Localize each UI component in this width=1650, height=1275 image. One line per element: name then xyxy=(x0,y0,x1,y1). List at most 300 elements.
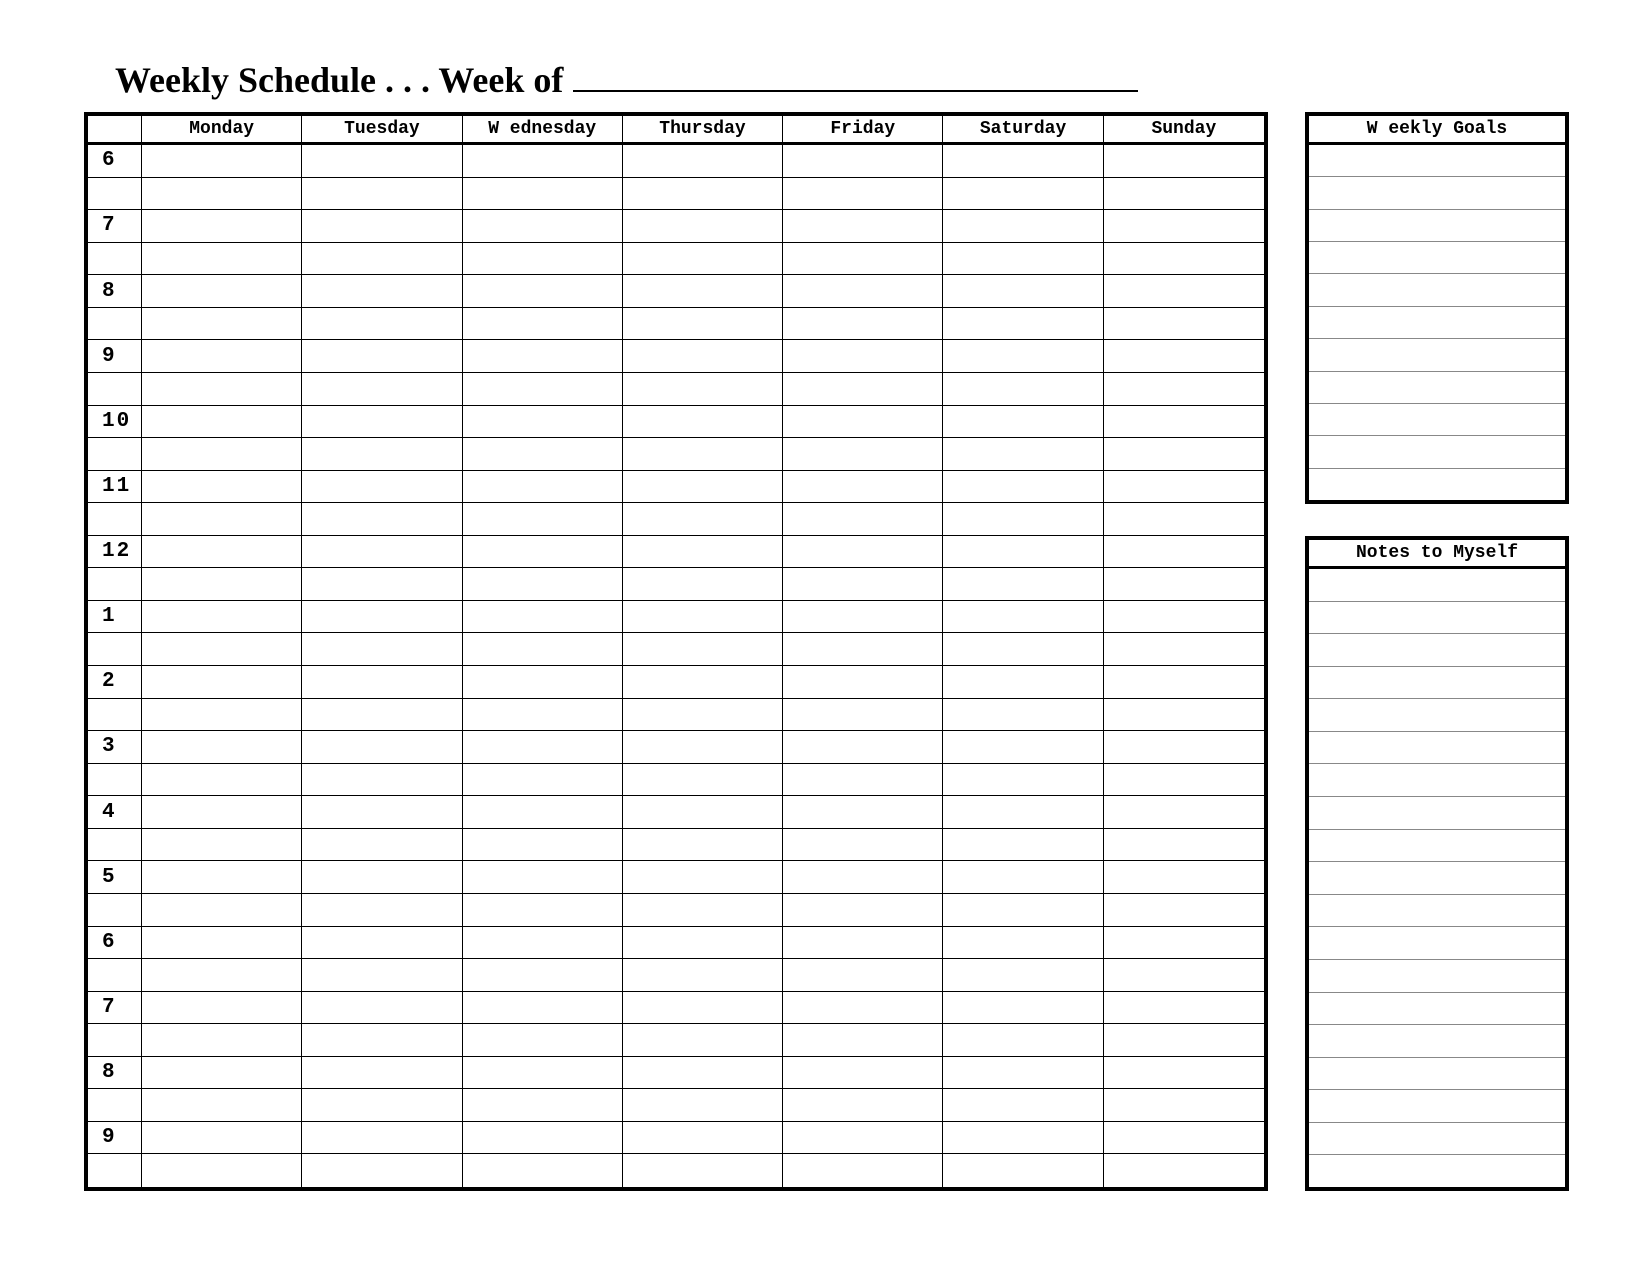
schedule-slot[interactable] xyxy=(783,308,943,341)
schedule-slot[interactable] xyxy=(463,536,623,569)
schedule-slot[interactable] xyxy=(623,927,783,960)
week-of-blank xyxy=(573,56,1138,92)
schedule-slot[interactable] xyxy=(623,894,783,927)
schedule-slot[interactable] xyxy=(1104,861,1264,894)
hour-label: 10 xyxy=(88,406,142,439)
schedule-slot[interactable] xyxy=(463,959,623,992)
schedule-slot[interactable] xyxy=(943,764,1103,797)
goal-line[interactable] xyxy=(1309,274,1565,306)
schedule-slot[interactable] xyxy=(302,340,462,373)
schedule-slot[interactable] xyxy=(943,1154,1103,1187)
schedule-slot[interactable] xyxy=(463,178,623,211)
schedule-slot[interactable] xyxy=(783,992,943,1025)
schedule-slot[interactable] xyxy=(1104,406,1264,439)
schedule-slot[interactable] xyxy=(943,503,1103,536)
schedule-slot[interactable] xyxy=(1104,243,1264,276)
schedule-slot[interactable] xyxy=(463,1024,623,1057)
schedule-slot[interactable] xyxy=(1104,275,1264,308)
schedule-slot[interactable] xyxy=(142,731,302,764)
schedule-slot[interactable] xyxy=(943,1089,1103,1122)
weekly-goals-title: W eekly Goals xyxy=(1309,116,1565,145)
schedule-slot[interactable] xyxy=(302,927,462,960)
schedule-slot[interactable] xyxy=(1104,796,1264,829)
hour-label: 7 xyxy=(88,210,142,243)
schedule-slot[interactable] xyxy=(783,1122,943,1155)
schedule-slot[interactable] xyxy=(463,601,623,634)
schedule-slot[interactable] xyxy=(623,308,783,341)
half-hour-cell xyxy=(88,438,142,471)
schedule-slot[interactable] xyxy=(463,1057,623,1090)
weekly-goals-lines xyxy=(1309,145,1565,500)
note-line[interactable] xyxy=(1309,1058,1565,1091)
day-header: Monday xyxy=(142,116,302,145)
schedule-slot[interactable] xyxy=(302,438,462,471)
schedule-slot[interactable] xyxy=(783,666,943,699)
schedule-slot[interactable] xyxy=(302,1122,462,1155)
schedule-slot[interactable] xyxy=(1104,1122,1264,1155)
schedule-slot[interactable] xyxy=(623,568,783,601)
hour-label: 6 xyxy=(88,927,142,960)
schedule-slot[interactable] xyxy=(623,959,783,992)
schedule-slot[interactable] xyxy=(302,796,462,829)
schedule-slot[interactable] xyxy=(623,340,783,373)
schedule-slot[interactable] xyxy=(463,471,623,504)
schedule-slot[interactable] xyxy=(783,959,943,992)
hour-label: 9 xyxy=(88,340,142,373)
note-line[interactable] xyxy=(1309,830,1565,863)
half-hour-cell xyxy=(88,829,142,862)
schedule-slot[interactable] xyxy=(783,275,943,308)
schedule-slot[interactable] xyxy=(1104,373,1264,406)
note-line[interactable] xyxy=(1309,732,1565,765)
schedule-slot[interactable] xyxy=(783,373,943,406)
schedule-slot[interactable] xyxy=(142,308,302,341)
schedule-slot[interactable] xyxy=(302,536,462,569)
schedule-slot[interactable] xyxy=(463,992,623,1025)
schedule-slot[interactable] xyxy=(463,894,623,927)
schedule-slot[interactable] xyxy=(623,699,783,732)
note-line[interactable] xyxy=(1309,927,1565,960)
note-line[interactable] xyxy=(1309,862,1565,895)
schedule-slot[interactable] xyxy=(142,536,302,569)
note-line[interactable] xyxy=(1309,797,1565,830)
schedule-slot[interactable] xyxy=(623,764,783,797)
schedule-slot[interactable] xyxy=(623,210,783,243)
schedule-slot[interactable] xyxy=(1104,992,1264,1025)
half-hour-cell xyxy=(88,1024,142,1057)
hour-label: 11 xyxy=(88,471,142,504)
goal-line[interactable] xyxy=(1309,469,1565,500)
schedule-slot[interactable] xyxy=(302,568,462,601)
schedule-slot[interactable] xyxy=(943,438,1103,471)
goal-line[interactable] xyxy=(1309,339,1565,371)
half-hour-cell xyxy=(88,373,142,406)
schedule-slot[interactable] xyxy=(943,894,1103,927)
schedule-slot[interactable] xyxy=(783,699,943,732)
schedule-slot[interactable] xyxy=(623,438,783,471)
half-hour-cell xyxy=(88,178,142,211)
hour-label: 2 xyxy=(88,666,142,699)
half-hour-cell xyxy=(88,894,142,927)
schedule-slot[interactable] xyxy=(463,406,623,439)
schedule-slot[interactable] xyxy=(783,210,943,243)
schedule-slot[interactable] xyxy=(302,471,462,504)
schedule-slot[interactable] xyxy=(463,308,623,341)
schedule-slot[interactable] xyxy=(783,1024,943,1057)
schedule-slot[interactable] xyxy=(623,1024,783,1057)
schedule-slot[interactable] xyxy=(463,764,623,797)
schedule-slot[interactable] xyxy=(1104,471,1264,504)
schedule-slot[interactable] xyxy=(463,340,623,373)
schedule-slot[interactable] xyxy=(142,243,302,276)
schedule-slot[interactable] xyxy=(302,503,462,536)
schedule-slot[interactable] xyxy=(1104,731,1264,764)
hour-label: 8 xyxy=(88,1057,142,1090)
schedule-slot[interactable] xyxy=(1104,1024,1264,1057)
note-line[interactable] xyxy=(1309,634,1565,667)
day-header: Tuesday xyxy=(302,116,462,145)
schedule-slot[interactable] xyxy=(943,178,1103,211)
schedule-slot[interactable] xyxy=(943,568,1103,601)
schedule-slot[interactable] xyxy=(943,406,1103,439)
schedule-slot[interactable] xyxy=(142,1122,302,1155)
schedule-slot[interactable] xyxy=(623,601,783,634)
schedule-slot[interactable] xyxy=(142,992,302,1025)
schedule-slot[interactable] xyxy=(783,243,943,276)
schedule-slot[interactable] xyxy=(302,406,462,439)
schedule-slot[interactable] xyxy=(623,145,783,178)
note-line[interactable] xyxy=(1309,1155,1565,1187)
schedule-slot[interactable] xyxy=(943,275,1103,308)
schedule-slot[interactable] xyxy=(623,992,783,1025)
schedule-slot[interactable] xyxy=(302,1154,462,1187)
schedule-slot[interactable] xyxy=(1104,894,1264,927)
day-header: Saturday xyxy=(943,116,1103,145)
schedule-slot[interactable] xyxy=(1104,1154,1264,1187)
hour-label: 8 xyxy=(88,275,142,308)
schedule-slot[interactable] xyxy=(783,145,943,178)
schedule-slot[interactable] xyxy=(1104,568,1264,601)
schedule-slot[interactable] xyxy=(142,796,302,829)
schedule-slot[interactable] xyxy=(463,243,623,276)
schedule-slot[interactable] xyxy=(783,927,943,960)
hour-label: 1 xyxy=(88,601,142,634)
schedule-slot[interactable] xyxy=(463,210,623,243)
schedule-slot[interactable] xyxy=(142,178,302,211)
schedule-slot[interactable] xyxy=(783,438,943,471)
schedule-slot[interactable] xyxy=(943,243,1103,276)
schedule-slot[interactable] xyxy=(302,373,462,406)
hour-label: 4 xyxy=(88,796,142,829)
schedule-slot[interactable] xyxy=(623,861,783,894)
schedule-slot[interactable] xyxy=(463,927,623,960)
schedule-slot[interactable] xyxy=(302,210,462,243)
schedule-slot[interactable] xyxy=(1104,178,1264,211)
schedule-slot[interactable] xyxy=(142,829,302,862)
schedule-slot[interactable] xyxy=(302,633,462,666)
schedule-slot[interactable] xyxy=(142,438,302,471)
schedule-slot[interactable] xyxy=(142,959,302,992)
schedule-slot[interactable] xyxy=(623,829,783,862)
schedule-slot[interactable] xyxy=(302,1089,462,1122)
schedule-slot[interactable] xyxy=(623,1089,783,1122)
goal-line[interactable] xyxy=(1309,242,1565,274)
schedule-slot[interactable] xyxy=(943,536,1103,569)
schedule-slot[interactable] xyxy=(943,927,1103,960)
schedule-slot[interactable] xyxy=(302,601,462,634)
schedule-slot[interactable] xyxy=(1104,601,1264,634)
hour-label: 9 xyxy=(88,1122,142,1155)
schedule-slot[interactable] xyxy=(302,145,462,178)
schedule-slot[interactable] xyxy=(142,1089,302,1122)
schedule-slot[interactable] xyxy=(142,275,302,308)
schedule-slot[interactable] xyxy=(1104,829,1264,862)
schedule-slot[interactable] xyxy=(142,633,302,666)
schedule-slot[interactable] xyxy=(142,406,302,439)
schedule-slot[interactable] xyxy=(1104,1057,1264,1090)
page-title-text: Weekly Schedule . . . Week of xyxy=(115,60,564,100)
schedule-slot[interactable] xyxy=(302,764,462,797)
schedule-slot[interactable] xyxy=(142,1024,302,1057)
hour-label: 7 xyxy=(88,992,142,1025)
schedule-slot[interactable] xyxy=(943,1122,1103,1155)
schedule-slot[interactable] xyxy=(943,666,1103,699)
schedule-slot[interactable] xyxy=(783,601,943,634)
schedule-slot[interactable] xyxy=(943,340,1103,373)
schedule-slot[interactable] xyxy=(142,145,302,178)
schedule-slot[interactable] xyxy=(463,373,623,406)
hour-label: 6 xyxy=(88,145,142,178)
schedule-slot[interactable] xyxy=(783,406,943,439)
schedule-slot[interactable] xyxy=(463,1154,623,1187)
page-title xyxy=(115,56,1138,102)
schedule-slot[interactable] xyxy=(463,275,623,308)
schedule-slot[interactable] xyxy=(623,536,783,569)
schedule-slot[interactable] xyxy=(783,633,943,666)
hour-label: 3 xyxy=(88,731,142,764)
schedule-slot[interactable] xyxy=(302,992,462,1025)
schedule-slot[interactable] xyxy=(463,503,623,536)
goal-line[interactable] xyxy=(1309,436,1565,468)
schedule-slot[interactable] xyxy=(623,796,783,829)
schedule-slot[interactable] xyxy=(302,1024,462,1057)
half-hour-cell xyxy=(88,764,142,797)
schedule-slot[interactable] xyxy=(623,406,783,439)
schedule-slot[interactable] xyxy=(783,829,943,862)
schedule-slot[interactable] xyxy=(463,438,623,471)
schedule-slot[interactable] xyxy=(1104,959,1264,992)
schedule-slot[interactable] xyxy=(783,178,943,211)
schedule-slot[interactable] xyxy=(943,1024,1103,1057)
schedule-slot[interactable] xyxy=(142,764,302,797)
schedule-slot[interactable] xyxy=(463,699,623,732)
schedule-slot[interactable] xyxy=(1104,308,1264,341)
schedule-slot[interactable] xyxy=(623,471,783,504)
schedule-slot[interactable] xyxy=(1104,536,1264,569)
schedule-slot[interactable] xyxy=(302,275,462,308)
note-line[interactable] xyxy=(1309,960,1565,993)
schedule-slot[interactable] xyxy=(302,308,462,341)
schedule-slot[interactable] xyxy=(783,471,943,504)
schedule-slot[interactable] xyxy=(943,601,1103,634)
schedule-slot[interactable] xyxy=(623,1057,783,1090)
schedule-slot[interactable] xyxy=(142,568,302,601)
schedule-slot[interactable] xyxy=(943,731,1103,764)
note-line[interactable] xyxy=(1309,993,1565,1026)
schedule-slot[interactable] xyxy=(463,666,623,699)
goal-line[interactable] xyxy=(1309,307,1565,339)
schedule-slot[interactable] xyxy=(142,601,302,634)
schedule-slot[interactable] xyxy=(463,861,623,894)
day-header: Thursday xyxy=(623,116,783,145)
schedule-slot[interactable] xyxy=(783,861,943,894)
schedule-slot[interactable] xyxy=(463,796,623,829)
schedule-slot[interactable] xyxy=(1104,340,1264,373)
schedule-slot[interactable] xyxy=(783,1057,943,1090)
schedule-slot[interactable] xyxy=(783,764,943,797)
schedule-slot[interactable] xyxy=(463,731,623,764)
weekly-goals-panel xyxy=(1305,112,1569,504)
schedule-slot[interactable] xyxy=(943,471,1103,504)
half-hour-cell xyxy=(88,1089,142,1122)
schedule-slot[interactable] xyxy=(783,340,943,373)
schedule-slot[interactable] xyxy=(623,633,783,666)
goal-line[interactable] xyxy=(1309,145,1565,177)
schedule-slot[interactable] xyxy=(623,503,783,536)
schedule-slot[interactable] xyxy=(623,243,783,276)
schedule-slot[interactable] xyxy=(142,1154,302,1187)
schedule-slot[interactable] xyxy=(943,145,1103,178)
schedule-slot[interactable] xyxy=(943,1057,1103,1090)
schedule-slot[interactable] xyxy=(302,861,462,894)
schedule-slot[interactable] xyxy=(142,666,302,699)
schedule-slot[interactable] xyxy=(1104,699,1264,732)
schedule-slot[interactable] xyxy=(783,796,943,829)
schedule-slot[interactable] xyxy=(1104,764,1264,797)
half-hour-cell xyxy=(88,633,142,666)
schedule-slot[interactable] xyxy=(783,568,943,601)
schedule-slot[interactable] xyxy=(142,503,302,536)
note-line[interactable] xyxy=(1309,667,1565,700)
schedule-slot[interactable] xyxy=(142,894,302,927)
notes-title: Notes to Myself xyxy=(1309,540,1565,569)
schedule-slot[interactable] xyxy=(142,861,302,894)
schedule-slot[interactable] xyxy=(943,699,1103,732)
half-hour-cell xyxy=(88,503,142,536)
note-line[interactable] xyxy=(1309,1090,1565,1123)
goal-line[interactable] xyxy=(1309,177,1565,209)
note-line[interactable] xyxy=(1309,569,1565,602)
half-hour-cell xyxy=(88,568,142,601)
schedule-slot[interactable] xyxy=(943,308,1103,341)
schedule-slot[interactable] xyxy=(142,340,302,373)
schedule-slot[interactable] xyxy=(783,1089,943,1122)
note-line[interactable] xyxy=(1309,602,1565,635)
note-line[interactable] xyxy=(1309,699,1565,732)
schedule-slot[interactable] xyxy=(623,1122,783,1155)
schedule-slot[interactable] xyxy=(1104,633,1264,666)
schedule-slot[interactable] xyxy=(302,959,462,992)
schedule-slot[interactable] xyxy=(623,731,783,764)
schedule-slot[interactable] xyxy=(302,699,462,732)
schedule-slot[interactable] xyxy=(943,210,1103,243)
schedule-slot[interactable] xyxy=(463,829,623,862)
schedule-slot[interactable] xyxy=(1104,666,1264,699)
note-line[interactable] xyxy=(1309,764,1565,797)
schedule-slot[interactable] xyxy=(623,373,783,406)
schedule-slot[interactable] xyxy=(142,471,302,504)
schedule-slot[interactable] xyxy=(783,503,943,536)
schedule-slot[interactable] xyxy=(302,731,462,764)
goal-line[interactable] xyxy=(1309,210,1565,242)
hour-label: 12 xyxy=(88,536,142,569)
schedule-slot[interactable] xyxy=(783,894,943,927)
schedule-slot[interactable] xyxy=(302,829,462,862)
notes-lines xyxy=(1309,569,1565,1187)
note-line[interactable] xyxy=(1309,895,1565,928)
schedule-slot[interactable] xyxy=(463,1089,623,1122)
goal-line[interactable] xyxy=(1309,404,1565,436)
schedule-slot[interactable] xyxy=(302,666,462,699)
schedule-slot[interactable] xyxy=(463,1122,623,1155)
note-line[interactable] xyxy=(1309,1123,1565,1156)
schedule-slot[interactable] xyxy=(463,145,623,178)
schedule-slot[interactable] xyxy=(943,992,1103,1025)
note-line[interactable] xyxy=(1309,1025,1565,1058)
schedule-slot[interactable] xyxy=(783,1154,943,1187)
half-hour-cell xyxy=(88,699,142,732)
schedule-slot[interactable] xyxy=(623,178,783,211)
schedule-slot[interactable] xyxy=(142,699,302,732)
schedule-slot[interactable] xyxy=(783,536,943,569)
schedule-slot[interactable] xyxy=(1104,927,1264,960)
schedule-slot[interactable] xyxy=(142,1057,302,1090)
half-hour-cell xyxy=(88,243,142,276)
schedule-slot[interactable] xyxy=(302,243,462,276)
schedule-slot[interactable] xyxy=(1104,145,1264,178)
schedule-slot[interactable] xyxy=(943,796,1103,829)
schedule-slot[interactable] xyxy=(142,373,302,406)
day-header: Sunday xyxy=(1104,116,1264,145)
goal-line[interactable] xyxy=(1309,372,1565,404)
schedule-slot[interactable] xyxy=(463,568,623,601)
schedule-slot[interactable] xyxy=(142,210,302,243)
schedule-slot[interactable] xyxy=(463,633,623,666)
schedule-slot[interactable] xyxy=(1104,503,1264,536)
half-hour-cell xyxy=(88,308,142,341)
schedule-slot[interactable] xyxy=(1104,1089,1264,1122)
half-hour-cell xyxy=(88,959,142,992)
schedule-slot[interactable] xyxy=(943,829,1103,862)
schedule-slot[interactable] xyxy=(1104,210,1264,243)
schedule-slot[interactable] xyxy=(142,927,302,960)
schedule-slot[interactable] xyxy=(302,894,462,927)
day-header: Friday xyxy=(783,116,943,145)
schedule-slot[interactable] xyxy=(1104,438,1264,471)
schedule-slot[interactable] xyxy=(623,666,783,699)
schedule-slot[interactable] xyxy=(943,373,1103,406)
notes-panel xyxy=(1305,536,1569,1191)
schedule-slot[interactable] xyxy=(623,1154,783,1187)
schedule-slot[interactable] xyxy=(623,275,783,308)
schedule-slot[interactable] xyxy=(943,633,1103,666)
schedule-slot[interactable] xyxy=(302,1057,462,1090)
schedule-grid xyxy=(84,112,1268,1191)
schedule-slot[interactable] xyxy=(943,861,1103,894)
schedule-slot[interactable] xyxy=(302,178,462,211)
schedule-slot[interactable] xyxy=(943,959,1103,992)
schedule-slot[interactable] xyxy=(783,731,943,764)
